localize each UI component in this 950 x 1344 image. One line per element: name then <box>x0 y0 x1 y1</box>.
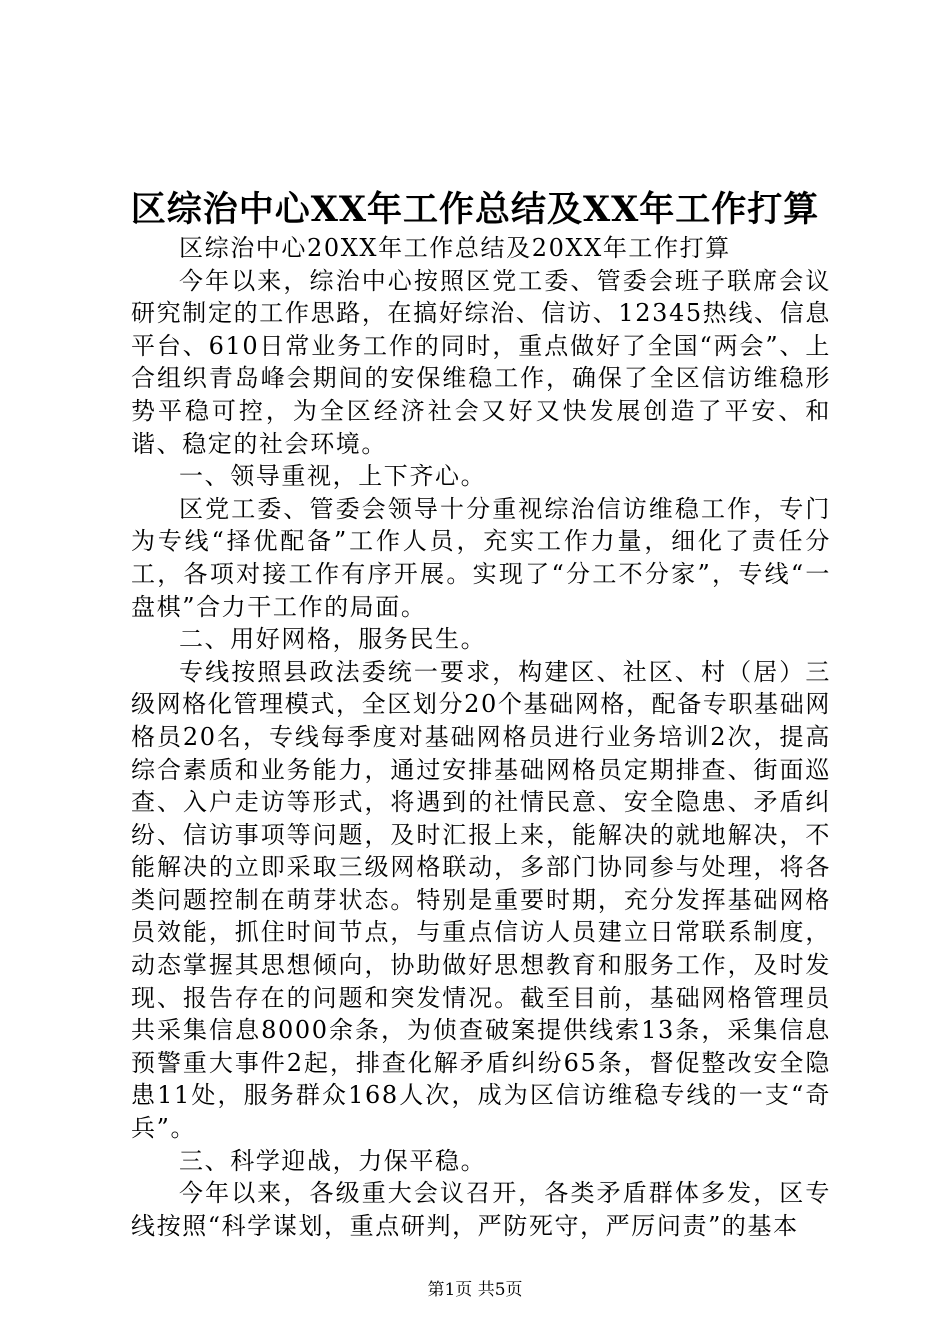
section-heading-2: 二、用好网格，服务民生。 <box>179 625 487 654</box>
section-1-paragraph: 区党工委、管委会领导十分重视综治信访维稳工作，专门为专线“择优配备”工作人员，充实工作力量，细化了责任分工，各项对接工作有序开展。实现了“分工不分家”，专线“一盘棋”合力干工作的局面。 <box>131 494 831 621</box>
document-title: 区综治中心XX年工作总结及XX年工作打算 <box>130 189 820 230</box>
section-2-paragraph: 专线按照县政法委统一要求，构建区、社区、村（居）三级网格化管理模式，全区划分20个基础网格，配备专职基础网格员20名，专线每季度对基础网格员进行业务培训2次，提高综合素质和业务能力，通过安排基础网格员定期排查、街面巡查、入户走访等形式，将遇到的社情民意、安全隐患、矛盾纠纷、信访事项等问题，及时汇报上来，能解决的就地解决，不能解决的立即采取三级网格联动，多部门协同参与处理，将各类问题控制在萌芽状态。特别是重要时期，充分发挥基础网格员效能，抓住时间节点，与重点信访人员建立日常联系制度，动态掌握其思想倾向，协助做好思想教育和服务工作，及时发现、报告存在的问题和突发情况。截至目前，基础网格管理员共采集信息8000余条，为侦查破案提供线索13条，采集信息预警重大事件2起，排查化解矛盾纠纷65条，督促整改安全隐患11处，服务群众168人次，成为区信访维稳专线的一支“奇兵”。 <box>131 657 831 1143</box>
section-3-paragraph: 今年以来，各级重大会议召开，各类矛盾群体多发，区专线按照“科学谋划，重点研判，严防死守，严厉问责”的基本 <box>131 1179 831 1240</box>
section-heading-3: 三、科学迎战，力保平稳。 <box>179 1146 487 1175</box>
page-footer: 第1页 共5页 <box>427 1280 523 1300</box>
intro-paragraph: 今年以来，综治中心按照区党工委、管委会班子联席会议研究制定的工作思路，在搞好综治、信访、12345热线、信息平台、610日常业务工作的同时，重点做好了全国“两会”、上合组织青岛峰会期间的安保维稳工作，确保了全区信访维稳形势平稳可控，为全区经济社会又好又快发展创造了平安、和谐、稳定的社会环境。 <box>131 266 831 458</box>
subtitle-paragraph: 区综治中心20XX年工作总结及20XX年工作打算 <box>179 234 731 262</box>
section-heading-1: 一、领导重视，上下齐心。 <box>179 462 487 491</box>
document-body <box>131 232 831 1242</box>
